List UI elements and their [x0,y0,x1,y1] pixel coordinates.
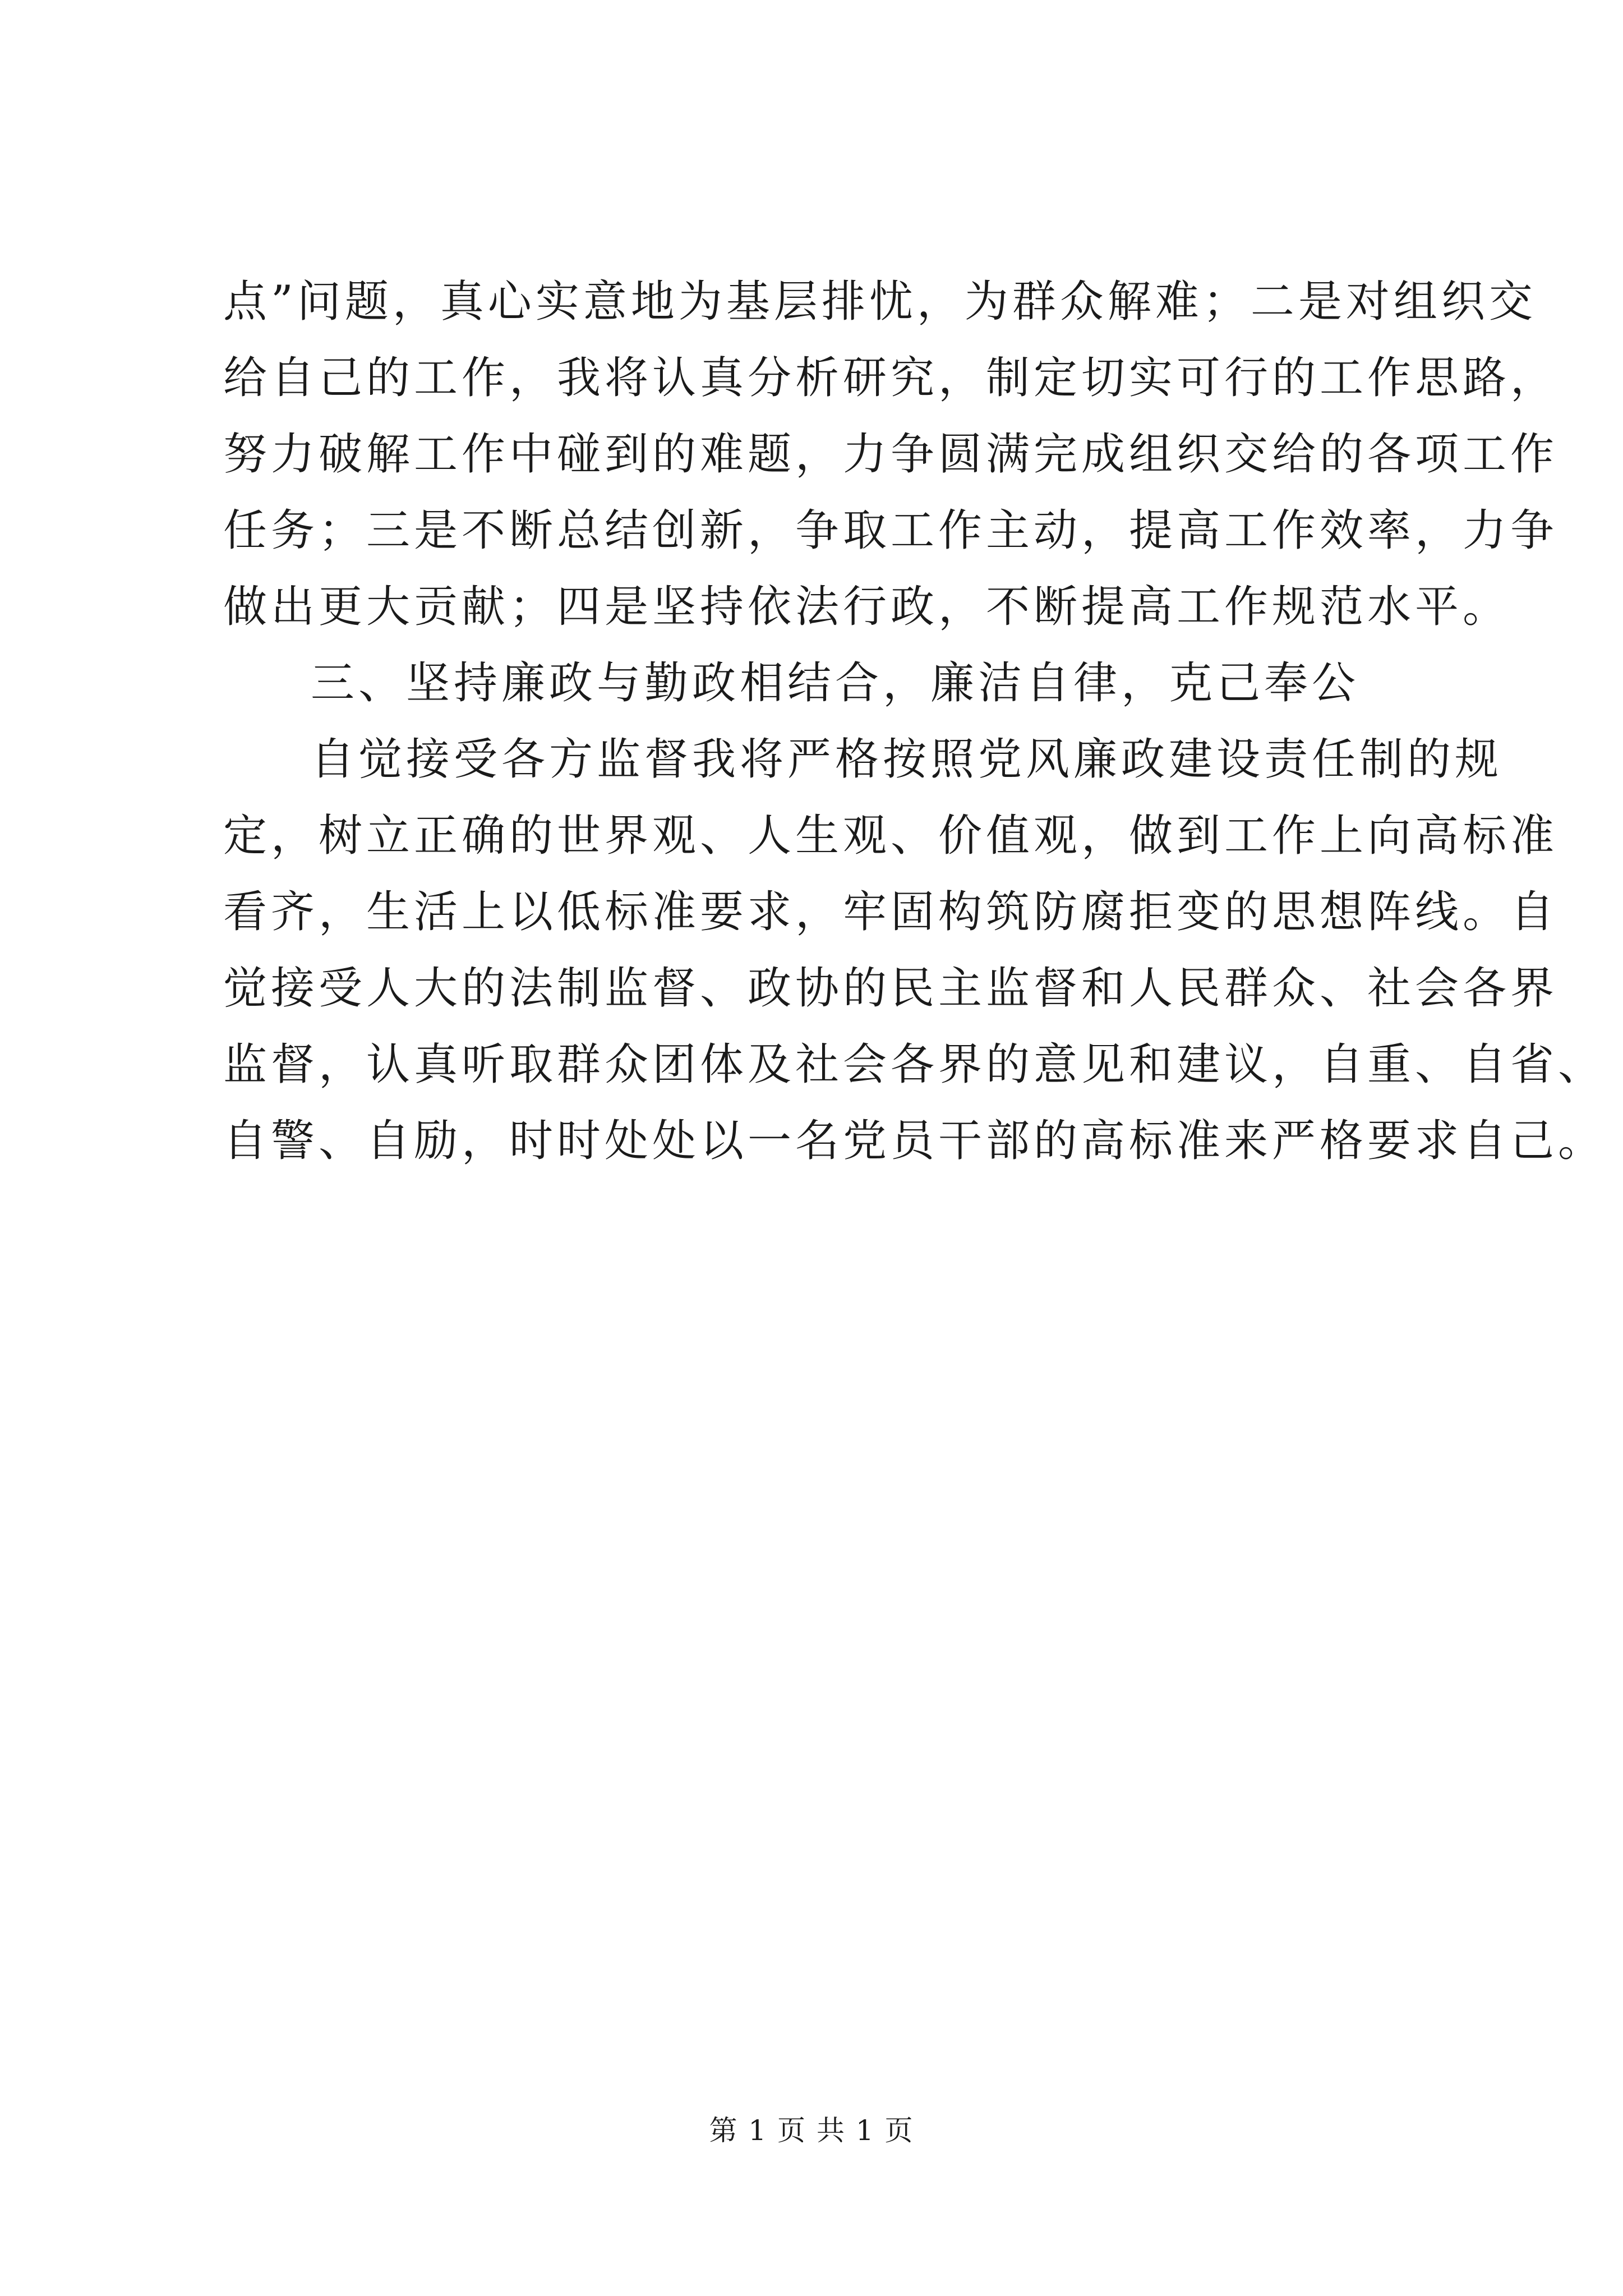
paragraph-line: 觉接受人大的法制监督、政协的民主监督和人民群众、社会各界 [223,963,1559,1014]
paragraph-line: 任务；三是不断总结创新，争取工作主动，提高工作效率，力争 [223,505,1559,556]
paragraph-line: 点”问题，真心实意地为基层排忧，为群众解难；二是对组织交 [223,277,1537,327]
page-footer: 第 1 页 共 1 页 [709,2114,914,2147]
paragraph-line: 做出更大贡献；四是坚持依法行政，不断提高工作规范水平。 [223,582,1511,632]
paragraph-line: 努力破解工作中碰到的难题，力争圆满完成组织交给的各项工作 [223,429,1559,480]
paragraph-line: 监督，认真听取群众团体及社会各界的意见和建议，自重、自省、 [223,1039,1606,1090]
paragraph-line: 自警、自励，时时处处以一名党员干部的高标准来严格要求自己。 [223,1116,1606,1166]
paragraph-line: 自觉接受各方监督我将严格按照党风廉政建设责任制的规 [311,734,1503,785]
section-heading: 三、坚持廉政与勤政相结合，廉洁自律，克己奉公 [311,658,1360,708]
paragraph-line: 给自己的工作，我将认真分析研究，制定切实可行的工作思路， [223,353,1559,403]
paragraph-line: 看齐，生活上以低标准要求，牢固构筑防腐拒变的思想阵线。自 [223,887,1559,937]
document-body [223,264,1606,1179]
paragraph-line: 定，树立正确的世界观、人生观、价值观，做到工作上向高标准 [223,811,1559,861]
